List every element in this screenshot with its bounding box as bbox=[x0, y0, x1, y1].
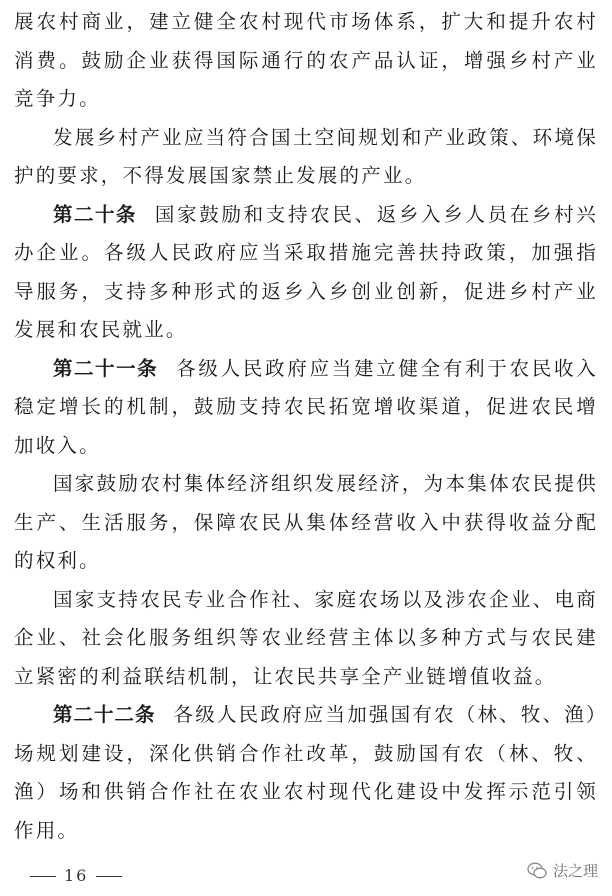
article-20 bbox=[14, 196, 598, 350]
paragraph-6 bbox=[14, 581, 598, 697]
article-label: 第二十一条 bbox=[53, 356, 159, 380]
paragraph-text: 各级人民政府应当加强国有农（林、牧、渔）场规划建设，深化供销合作社改革，鼓励国有农（林、牧、渔）场和供销合作社在农业农村现代化建设中发挥示范引领作用。 bbox=[14, 703, 598, 842]
article-21 bbox=[14, 350, 598, 466]
paragraph-text: 发展乡村产业应当符合国土空间规划和产业政策、环境保护的要求，不得发展国家禁止发展的产业。 bbox=[14, 125, 598, 187]
page-number: 16 bbox=[64, 866, 89, 885]
footer-dash-right bbox=[96, 876, 122, 877]
paragraph-text: 国家支持农民专业合作社、家庭农场以及涉农企业、电商企业、社会化服务组织等农业经营主体以多种方式与农民建立紧密的利益联结机制，让农民共享全产业链增值收益。 bbox=[14, 587, 598, 688]
paragraph-2 bbox=[14, 119, 598, 196]
page-number-footer bbox=[22, 866, 130, 885]
paragraph-text: 各级人民政府应当建立健全有利于农民收入稳定增长的机制，鼓励支持农民拓宽增收渠道，促进农民增加收入。 bbox=[14, 356, 598, 457]
paragraph-text: 国家鼓励和支持农民、返乡入乡人员在乡村兴办企业。各级人民政府应当采取措施完善扶持政策，加强指导服务，支持多种形式的返乡入乡创业创新，促进乡村产业发展和农民就业。 bbox=[14, 202, 598, 341]
article-label: 第二十条 bbox=[53, 202, 137, 226]
article-22 bbox=[14, 696, 598, 850]
footer-dash-left bbox=[30, 876, 56, 877]
paragraph-text: 展农村商业，建立健全农村现代市场体系，扩大和提升农村消费。鼓励企业获得国际通行的农产品认证，增强乡村产业竞争力。 bbox=[14, 10, 598, 110]
wechat-icon bbox=[527, 862, 547, 880]
paragraph-5 bbox=[14, 465, 598, 581]
watermark-text: 法之理 bbox=[552, 862, 598, 880]
wechat-watermark bbox=[527, 860, 598, 881]
article-label: 第二十二条 bbox=[53, 703, 156, 726]
paragraph-1 bbox=[14, 3, 598, 119]
paragraph-text: 国家鼓励农村集体经济组织发展经济，为本集体农民提供生产、生活服务，保障农民从集体经营收入中获得收益分配的权利。 bbox=[14, 472, 598, 572]
document-body bbox=[14, 0, 598, 850]
